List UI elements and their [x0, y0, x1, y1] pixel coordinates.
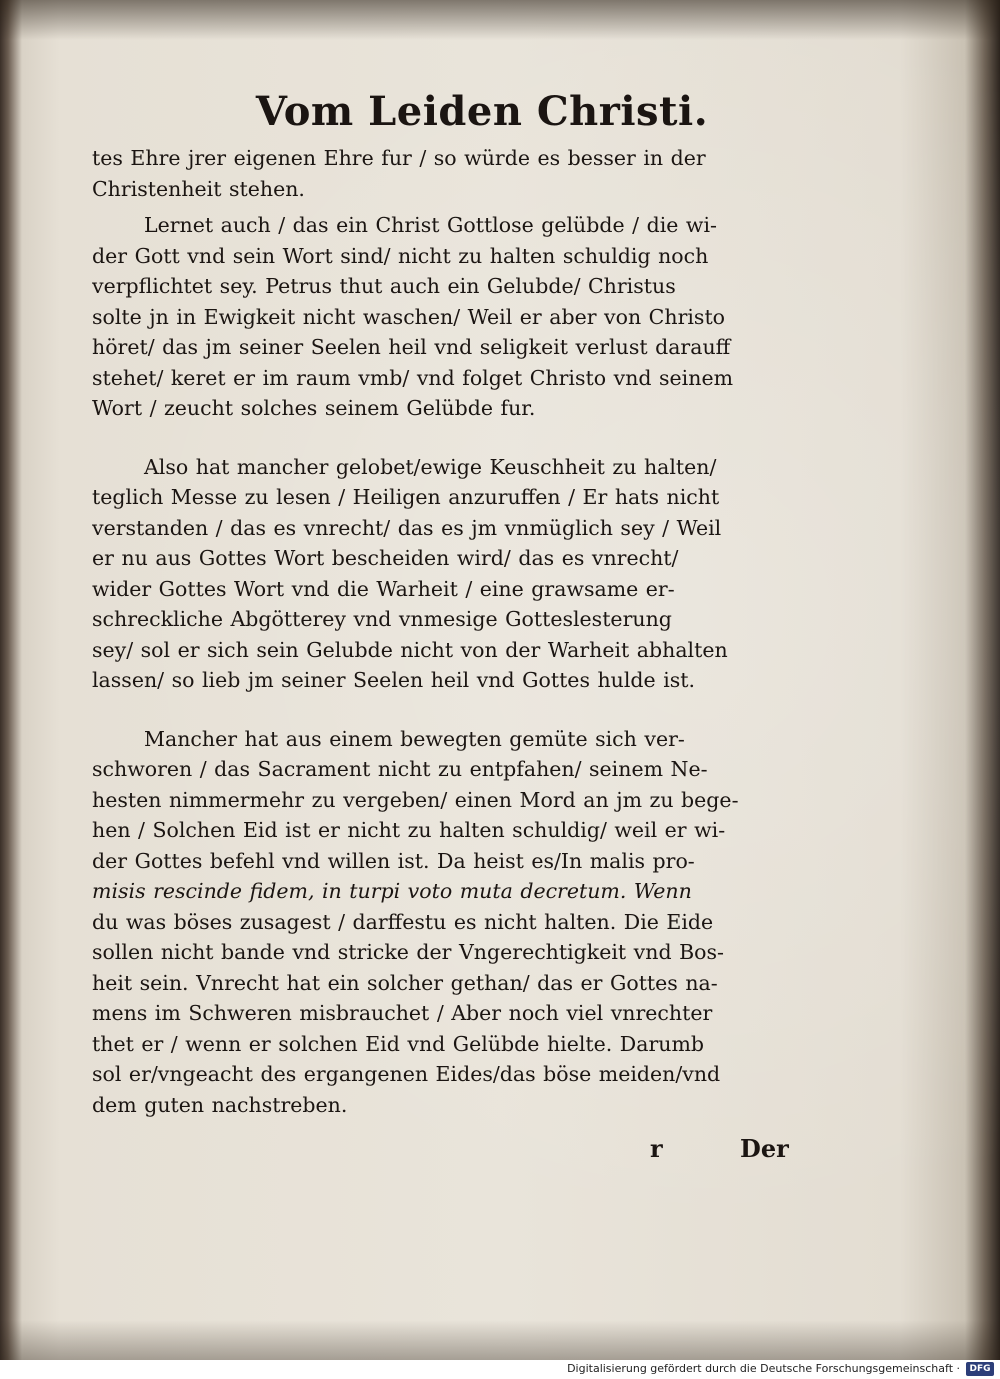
latin-text-line: misis rescinde fidem, in turpi voto muta decretum. Wenn	[92, 879, 692, 903]
text-line: schreckliche Abgötterey vnd vnmesige Gotteslesterung	[92, 607, 672, 631]
text-line: schworen / das Sacrament nicht zu entpfahen/ seinem Ne-	[92, 757, 708, 781]
text-line: Mancher hat aus einem bewegten gemüte sich ver-	[144, 726, 685, 751]
catchword: Der	[740, 1134, 789, 1163]
text-line: der Gott vnd sein Wort sind/ nicht zu halten schuldig noch	[92, 243, 709, 268]
paragraph-2	[92, 210, 812, 424]
text-line: Lernet auch / das ein Christ Gottlose gelübde / die wi-	[144, 213, 717, 237]
footer-bar	[0, 1360, 1000, 1379]
paragraph-3	[92, 452, 812, 696]
text-line: Wort / zeucht solches seinem Gelübde fur.	[92, 396, 536, 420]
text-line: heit sein. Vnrecht hat ein solcher gethan/ das er Gottes na-	[92, 970, 718, 995]
text-line: sey/ sol er sich sein Gelubde nicht von der Warheit abhalten	[92, 637, 728, 662]
dfg-logo: DFG	[966, 1362, 994, 1376]
running-head: Vom Leiden Christi.	[255, 88, 709, 135]
text-line: sollen nicht bande vnd stricke der Vngerechtigkeit vnd Bos-	[92, 940, 724, 964]
page-shadow-bottom	[0, 1320, 1000, 1360]
text-block	[92, 88, 812, 1120]
text-line: verpflichtet sey. Petrus thut auch ein Gelubde/ Christus	[92, 274, 676, 298]
footer-credit: Digitalisierung gefördert durch die Deutsche Forschungsgemeinschaft ·	[567, 1362, 960, 1375]
text-line: sol er/vngeacht des ergangenen Eides/das böse meiden/vnd	[92, 1062, 721, 1086]
text-line: hesten nimmermehr zu vergeben/ einen Mord an jm zu bege-	[92, 787, 739, 812]
text-line: höret/ das jm seiner Seelen heil vnd seligkeit verlust darauff	[92, 335, 731, 359]
text-line: solte jn in Ewigkeit nicht waschen/ Weil er aber von Christo	[92, 304, 726, 329]
text-line: tes Ehre jrer eigenen Ehre fur / so würde es besser in der	[92, 146, 706, 170]
text-line: du was böses zusagest / darffestu es nicht halten. Die Eide	[92, 909, 714, 934]
text-line: verstanden / das es vnrecht/ das es jm vnmüglich sey / Weil	[92, 515, 722, 540]
text-line: mens im Schweren misbrauchet / Aber noch viel vnrechter	[92, 1001, 713, 1025]
paragraph-4	[92, 724, 812, 1121]
paragraph-1	[92, 143, 812, 204]
text-line: hen / Solchen Eid ist er nicht zu halten schuldig/ weil er wi-	[92, 818, 726, 842]
text-line: dem guten nachstreben.	[92, 1092, 348, 1117]
text-line: Also hat mancher gelobet/ewige Keuschheit zu halten/	[144, 454, 717, 479]
text-line: stehet/ keret er im raum vmb/ vnd folget Christo vnd seinem	[92, 365, 734, 390]
text-line: teglich Messe zu lesen / Heiligen anzuruffen / Er hats nicht	[92, 485, 720, 509]
text-line: der Gottes befehl vnd willen ist. Da heist es/In malis pro-	[92, 848, 695, 873]
signature-mark: r	[650, 1134, 663, 1163]
text-line: wider Gottes Wort vnd die Warheit / eine grawsame er-	[92, 576, 675, 601]
text-line: er nu aus Gottes Wort bescheiden wird/ das es vnrecht/	[92, 546, 679, 570]
text-line: thet er / wenn er solchen Eid vnd Gelübde hielte. Darumb	[92, 1031, 705, 1056]
page-shadow-top	[0, 0, 1000, 40]
text-line: lassen/ so lieb jm seiner Seelen heil vnd Gottes hulde ist.	[92, 668, 696, 692]
text-line: Christenheit stehen.	[92, 176, 305, 201]
